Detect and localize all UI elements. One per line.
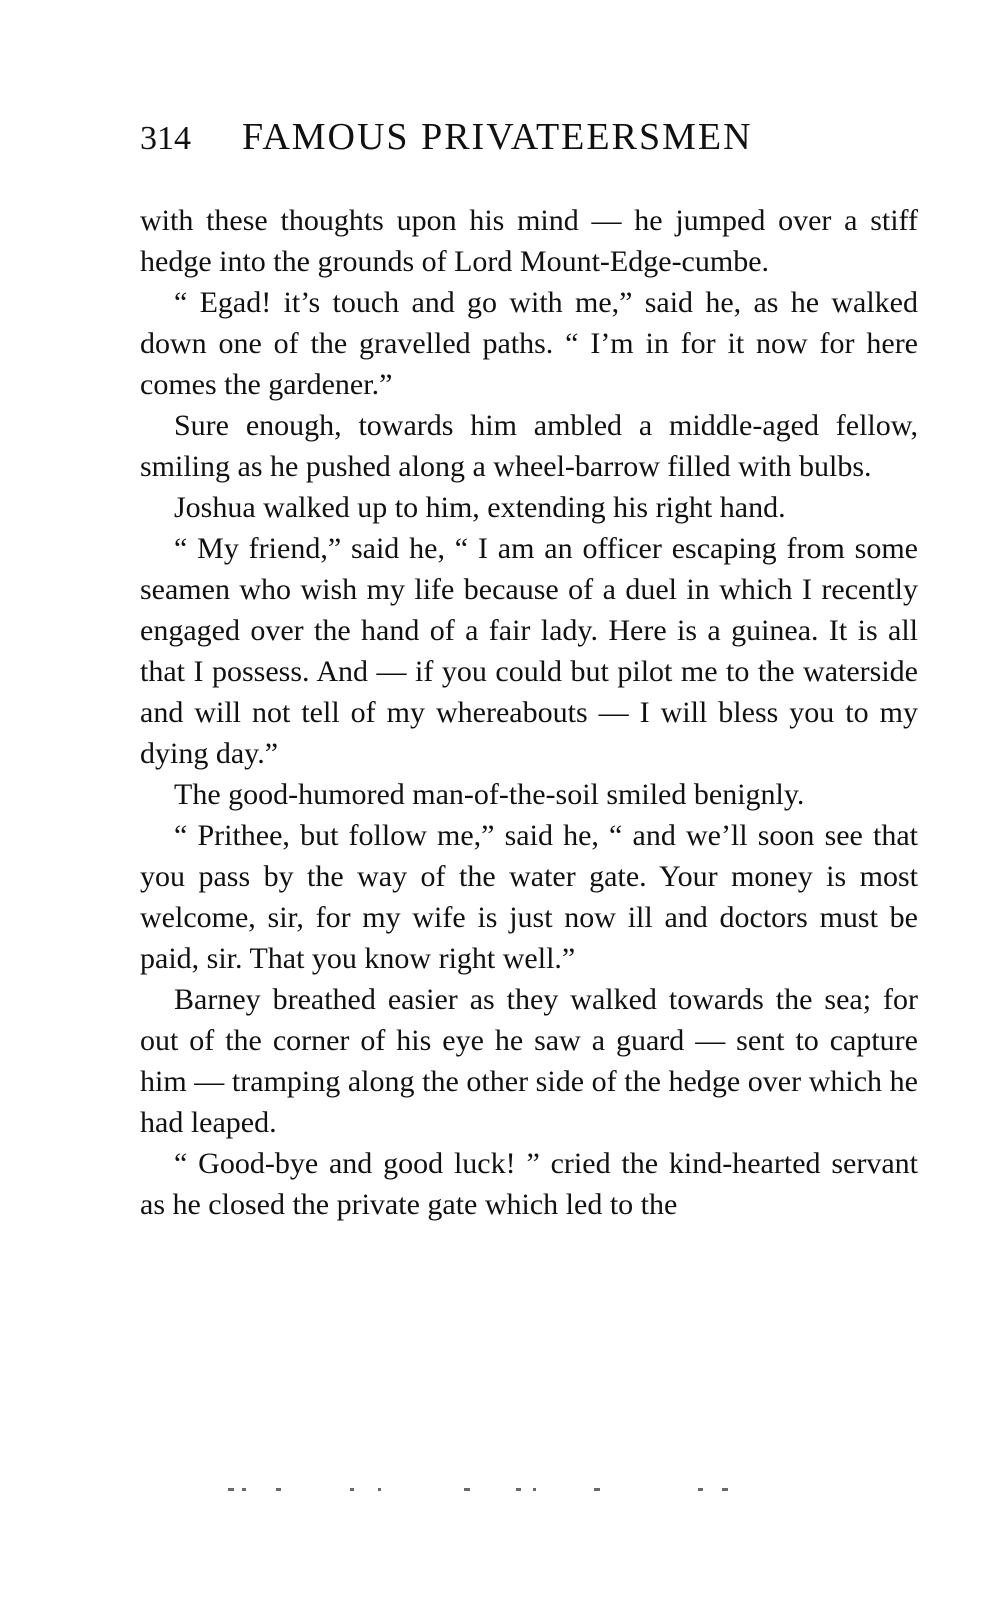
paragraph: Sure enough, towards him ambled a middle-aged fellow, smiling as he pushed along a wheel-barrow filled with bulbs. xyxy=(140,409,918,483)
paragraph: “ Egad! it’s touch and go with me,” said he, as he walked down one of the gravelled paths. “ I’m in for it now for here comes the gardener.” xyxy=(140,286,918,401)
paragraph-continued: with these thoughts upon his mind — he jumped over a stiff hedge into the grounds of Lord Mount-Edge-cumbe. xyxy=(140,204,918,278)
book-title: FAMOUS PRIVATEERSMEN xyxy=(242,116,753,158)
paragraph: The good-humored man-of-the-soil smiled benignly. xyxy=(174,778,805,811)
paragraph: “ Prithee, but follow me,” said he, “ and we’ll soon see that you pass by the way of the water gate. Your money is most welcome, sir, for my wife is just now ill and doctors must be paid, sir. That you know right well.” xyxy=(140,819,918,975)
paragraph: Joshua walked up to him, extending his right hand. xyxy=(174,491,786,524)
cut-off-next-line-marks xyxy=(228,1488,748,1494)
running-head xyxy=(140,112,920,162)
page-number: 314 xyxy=(140,120,191,157)
paragraph: “ My friend,” said he, “ I am an officer escaping from some seamen who wish my life because of a duel in which I recently engaged over the hand of a fair lady. Here is a guinea. It is all that I possess. And — if you could but pilot me to the waterside and will not tell of my whereabouts — I will bless you to my dying day.” xyxy=(140,532,918,770)
body-text xyxy=(140,200,918,1225)
paragraph: “ Good-bye and good luck! ” cried the kind-hearted servant as he closed the private gate which led to the xyxy=(140,1147,918,1221)
paragraph: Barney breathed easier as they walked towards the sea; for out of the corner of his eye he saw a guard — sent to capture him — tramping along the other side of the hedge over which he had leaped. xyxy=(140,983,918,1139)
